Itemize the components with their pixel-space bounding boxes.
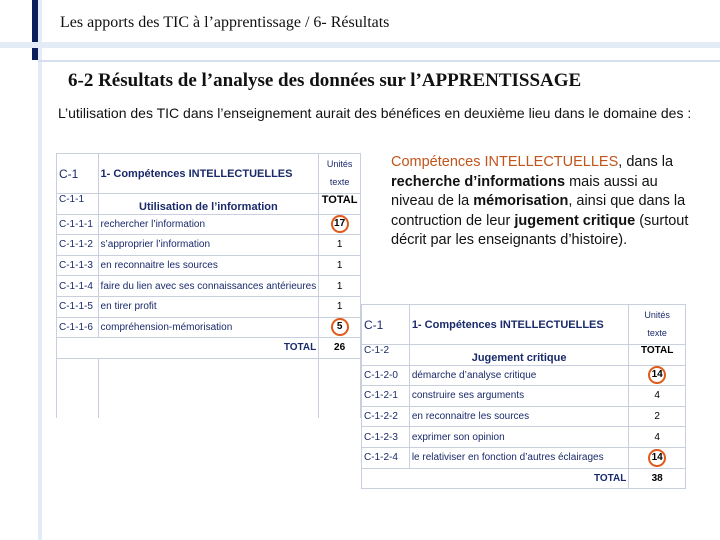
row-value-cell — [629, 406, 686, 427]
unit-label: Unités — [644, 309, 670, 320]
total-header: TOTAL — [629, 345, 686, 366]
table-code: C-1 — [362, 305, 410, 345]
unit-label: Unités — [326, 158, 353, 169]
highlight-text: Compétences INTELLECTUELLES — [391, 154, 619, 170]
bold-text: jugement critique — [514, 212, 636, 229]
table-code: C-1 — [57, 154, 99, 194]
row-value-cell — [319, 296, 361, 317]
row-label: en reconnaitre les sources — [409, 406, 629, 427]
total-value: 26 — [319, 338, 361, 359]
row-value-cell — [319, 276, 361, 297]
row-code: C-1-1-6 — [57, 317, 99, 338]
circled-value: 14 — [648, 366, 666, 384]
row-value: 1 — [336, 260, 343, 272]
circled-value: 14 — [648, 449, 666, 467]
row-code: C-1-2-2 — [362, 406, 410, 427]
row-code: C-1-2-4 — [362, 447, 410, 468]
table-row — [57, 255, 361, 276]
sub-title: Utilisation de l’information — [139, 200, 278, 213]
row-code: C-1-2-1 — [362, 386, 410, 407]
unit-sublabel: texte — [647, 327, 667, 338]
row-label: rechercher l’information — [98, 214, 319, 235]
row-value: 1 — [336, 239, 343, 251]
text-span: , dans la — [618, 154, 674, 170]
row-label: démarche d’analyse critique — [409, 365, 629, 386]
total-header: TOTAL — [319, 194, 361, 215]
unit-header — [319, 154, 361, 194]
sub-title-cell — [98, 194, 319, 215]
table-row — [362, 386, 686, 407]
row-value: 2 — [654, 411, 660, 423]
table-title: 1- Compétences INTELLECTUELLES — [409, 305, 629, 345]
row-value: 4 — [654, 431, 660, 443]
table-row — [57, 214, 361, 235]
table-row — [362, 406, 686, 427]
row-value-cell — [319, 235, 361, 256]
table-row — [57, 296, 361, 317]
competence-table-2 — [361, 304, 686, 489]
row-label: en tirer profit — [98, 296, 319, 317]
sub-code: C-1-1 — [57, 194, 99, 215]
row-value: 1 — [336, 301, 343, 313]
section-title: 6-2 Résultats de l’analyse des données sur l’APPRENTISSAGE — [68, 70, 582, 91]
row-label: compréhension-mémorisation — [98, 317, 319, 338]
row-value-cell — [629, 386, 686, 407]
unit-header — [629, 305, 686, 345]
intro-text: L’utilisation des TIC dans l’enseignement aurait des bénéfices en deuxième lieu dans le domaine des : — [58, 105, 692, 121]
competence-table-1 — [56, 153, 361, 418]
table-row — [57, 235, 361, 256]
row-code: C-1-1-2 — [57, 235, 99, 256]
row-value-cell — [319, 214, 361, 235]
row-label: exprimer son opinion — [409, 427, 629, 448]
total-label: TOTAL — [409, 468, 629, 489]
table-row — [57, 276, 361, 297]
sub-title: Jugement critique — [471, 351, 567, 364]
circled-value: 17 — [331, 215, 349, 233]
bold-text: recherche d’informations — [391, 173, 566, 190]
table-title: 1- Compétences INTELLECTUELLES — [98, 154, 319, 194]
decorative-line — [38, 60, 720, 62]
total-label: TOTAL — [98, 338, 319, 359]
row-code: C-1-2-3 — [362, 427, 410, 448]
row-value: 4 — [654, 390, 660, 402]
table-row — [362, 365, 686, 386]
text-span: , ainsi que dans la contruction de leur — [391, 193, 686, 229]
total-value: 38 — [629, 468, 686, 489]
header-title: Les apports des TIC à l’apprentissage / 6- Résultats — [60, 14, 390, 31]
decorative-line — [0, 42, 720, 48]
table-row — [362, 447, 686, 468]
row-value-cell — [319, 317, 361, 338]
text-span: mais aussi au niveau de la — [391, 173, 658, 210]
table-row — [362, 427, 686, 448]
row-value-cell — [629, 447, 686, 468]
row-label: en reconnaitre les sources — [98, 255, 319, 276]
row-value-cell — [629, 427, 686, 448]
bold-text: mémorisation — [473, 193, 569, 210]
sub-code: C-1-2 — [362, 345, 410, 366]
circled-value: 5 — [331, 318, 349, 336]
row-code: C-1-1-1 — [57, 214, 99, 235]
row-value: 1 — [336, 280, 343, 292]
row-code: C-1-2-0 — [362, 365, 410, 386]
text-span: (surtout décrit par les enseignants d’histoire). — [391, 212, 689, 249]
row-label: le relativiser en fonction d’autres éclairages — [409, 447, 629, 468]
summary-paragraph — [391, 153, 691, 251]
row-code: C-1-1-4 — [57, 276, 99, 297]
sub-title-cell — [409, 345, 629, 366]
unit-sublabel: texte — [329, 176, 350, 187]
row-code: C-1-1-5 — [57, 296, 99, 317]
row-code: C-1-1-3 — [57, 255, 99, 276]
table-row — [57, 317, 361, 338]
row-value-cell — [629, 365, 686, 386]
row-value-cell — [319, 255, 361, 276]
row-label: construire ses arguments — [409, 386, 629, 407]
row-label: s’approprier l’information — [98, 235, 319, 256]
row-label: faire du lien avec ses connaissances antérieures — [98, 276, 319, 297]
decorative-bar — [38, 0, 42, 540]
